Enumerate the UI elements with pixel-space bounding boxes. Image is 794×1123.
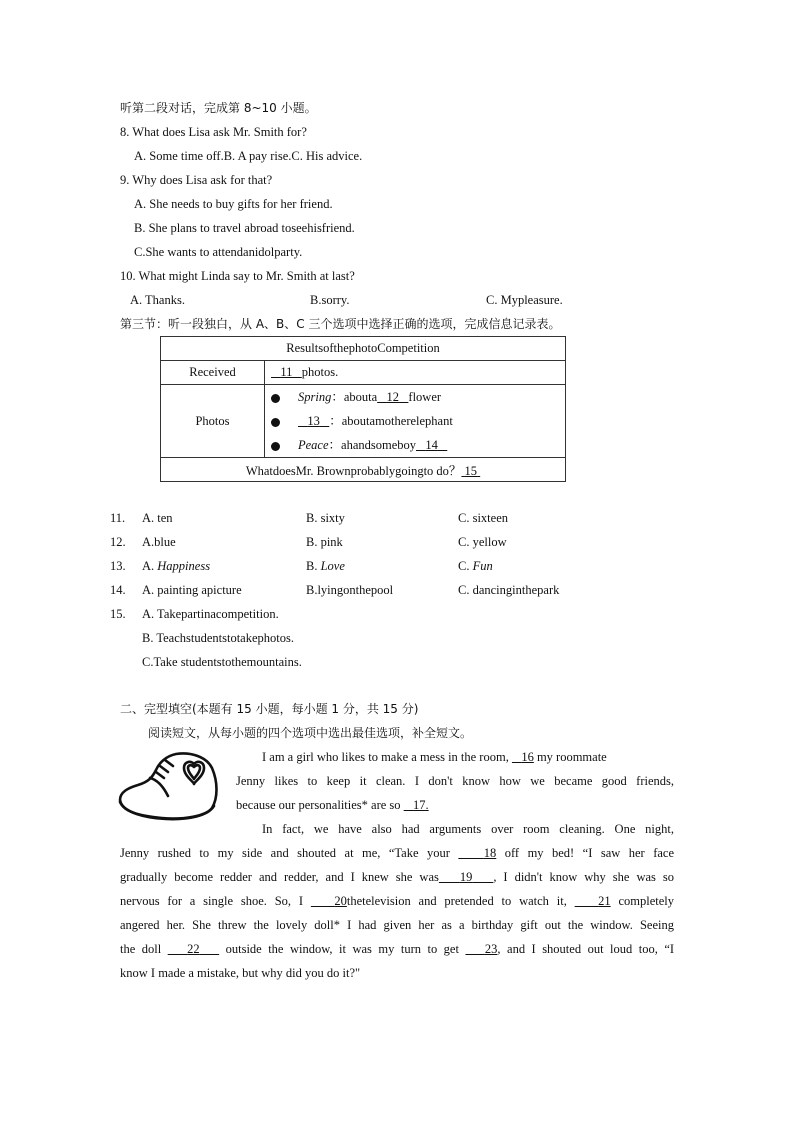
choice-15-a: A. Takepartinacompetition. <box>142 607 279 621</box>
bullet-dot-icon <box>271 442 280 451</box>
choice-num-13: 13. <box>110 559 126 573</box>
q10-option-c: C. Mypleasure. <box>486 293 563 307</box>
choice-12-c: C. yellow <box>458 535 507 549</box>
passage-p2 <box>120 841 674 985</box>
table-question: WhatdoesMr. Brownprobablygoingto do？ <box>245 463 462 478</box>
record-table <box>160 336 566 482</box>
passage-line: I am a girl who likes to make a mess in the room, 16 my roommate <box>262 750 607 764</box>
q8-options: A. Some time off.B. A pay rise.C. His advice. <box>134 149 363 163</box>
choice-15-b: B. Teachstudentstotakephotos. <box>142 631 294 645</box>
passage-line: the doll 22 outside the window, it was my turn to get 23, and I shouted out loud too, “I <box>120 942 675 956</box>
photo-item-spring <box>265 385 565 409</box>
choice-14-b: B.lyingonthepool <box>306 583 394 597</box>
q9-stem: 9. Why does Lisa ask for that? <box>120 173 273 187</box>
choice-11-c: C. sixteen <box>458 511 508 525</box>
passage-line: Jenny likes to keep it clean. I don't know how we became good friends, <box>236 774 674 788</box>
passage-line: know I made a mistake, but why did you do it?" <box>120 966 361 980</box>
photo-item-13 <box>265 409 565 433</box>
received-cell <box>265 361 566 385</box>
passage-line: nervous for a single shoe. So, I 20thetelevision and pretended to watch it, 21 completely <box>120 894 675 908</box>
blank-12: 12 <box>386 390 400 404</box>
passage-p1 <box>236 745 674 841</box>
received-tail: photos. <box>301 365 339 379</box>
bullet-dot-icon <box>271 394 280 403</box>
table-question-row <box>161 458 566 482</box>
passage-line: because our personalities* are so 17. <box>236 798 429 812</box>
blank-18: 18 <box>483 846 497 860</box>
blank-16: 16 <box>521 750 534 764</box>
blank-13: 13 <box>307 414 320 428</box>
section3-intro: 第三节：听一段独白，从 A、B、C 三个选项中选择正确的选项，完成信息记录表。 <box>120 317 561 331</box>
peace-title: Peace <box>298 438 329 452</box>
q9-option-a: A. She needs to buy gifts for her friend. <box>134 197 333 211</box>
q8-stem: 8. What does Lisa ask Mr. Smith for? <box>120 125 307 139</box>
blank-15: 15 <box>464 463 478 478</box>
blank-17: 17 <box>413 798 426 812</box>
passage-line: angered her. She threw the lovely doll* I had given her as a birthday gift out the window. Seeing <box>120 918 674 932</box>
choice-num-12: 12. <box>110 535 126 549</box>
photo-item-peace <box>265 433 565 457</box>
choice-num-15: 15. <box>110 607 126 621</box>
blank13-tail: ：aboutamotherelephant <box>329 414 453 428</box>
choice-num-14: 14. <box>110 583 126 597</box>
choice-13-b: B. Love <box>306 559 345 573</box>
blank-22: 22 <box>187 942 200 956</box>
bullet-dot-icon <box>271 418 280 427</box>
section2-intro: 听第二段对话，完成第 8~10 小题。 <box>120 101 317 115</box>
blank-11: 11 <box>280 365 293 379</box>
choice-13-a: A. Happiness <box>142 559 211 573</box>
choice-11-b: B. sixty <box>306 511 345 525</box>
choice-12-b: B. pink <box>306 535 343 549</box>
photos-label: Photos <box>161 385 265 458</box>
q10-option-b: B.sorry. <box>310 293 350 307</box>
choice-11-a: A. ten <box>142 511 173 525</box>
passage-line: gradually become redder and redder, and I knew she was 19 , I didn't know why she was so <box>120 870 674 884</box>
received-label: Received <box>161 361 265 385</box>
passage-line: Jenny rushed to my side and shouted at me, “Take your 18 off my bed! “I saw her face <box>120 846 674 860</box>
spring-title: Spring <box>298 390 332 404</box>
photos-cell <box>265 385 566 458</box>
choice-14-a: A. painting apicture <box>142 583 242 597</box>
choice-15-c: C.Take studentstothemountains. <box>142 655 302 669</box>
q10-stem: 10. What might Linda say to Mr. Smith at last? <box>120 269 355 283</box>
part2-heading: 二、完型填空(本题有 15 小题，每小题 1 分，共 15 分) <box>120 702 419 716</box>
q9-option-c: C.She wants to attendanidolparty. <box>134 245 303 259</box>
spring-tail: flower <box>408 390 442 404</box>
choice-12-a: A.blue <box>142 535 176 549</box>
sneaker-heart-icon <box>114 748 222 824</box>
part2-instruction: 阅读短文，从每小题的四个选项中选出最佳选项，补全短文。 <box>148 726 473 740</box>
blank-14: 14 <box>425 438 438 452</box>
blank-23: 23 <box>484 942 498 956</box>
spring-text: ：abouta <box>331 390 378 404</box>
choice-num-11: 11. <box>110 511 126 525</box>
peace-text: ：ahandsomeboy <box>328 438 417 452</box>
q10-option-a: A. Thanks. <box>130 293 185 307</box>
choice-13-c: C. Fun <box>458 559 493 573</box>
passage-line: In fact, we have also had arguments over room cleaning. One night, <box>262 822 674 836</box>
blank-20: 20 <box>334 894 347 908</box>
choice-14-c: C. dancinginthepark <box>458 583 560 597</box>
blank-21: 21 <box>598 894 611 908</box>
blank-19: 19 <box>459 870 473 884</box>
table-title: ResultsofthephotoCompetition <box>161 337 566 361</box>
q9-option-b: B. She plans to travel abroad toseehisfriend. <box>134 221 355 235</box>
